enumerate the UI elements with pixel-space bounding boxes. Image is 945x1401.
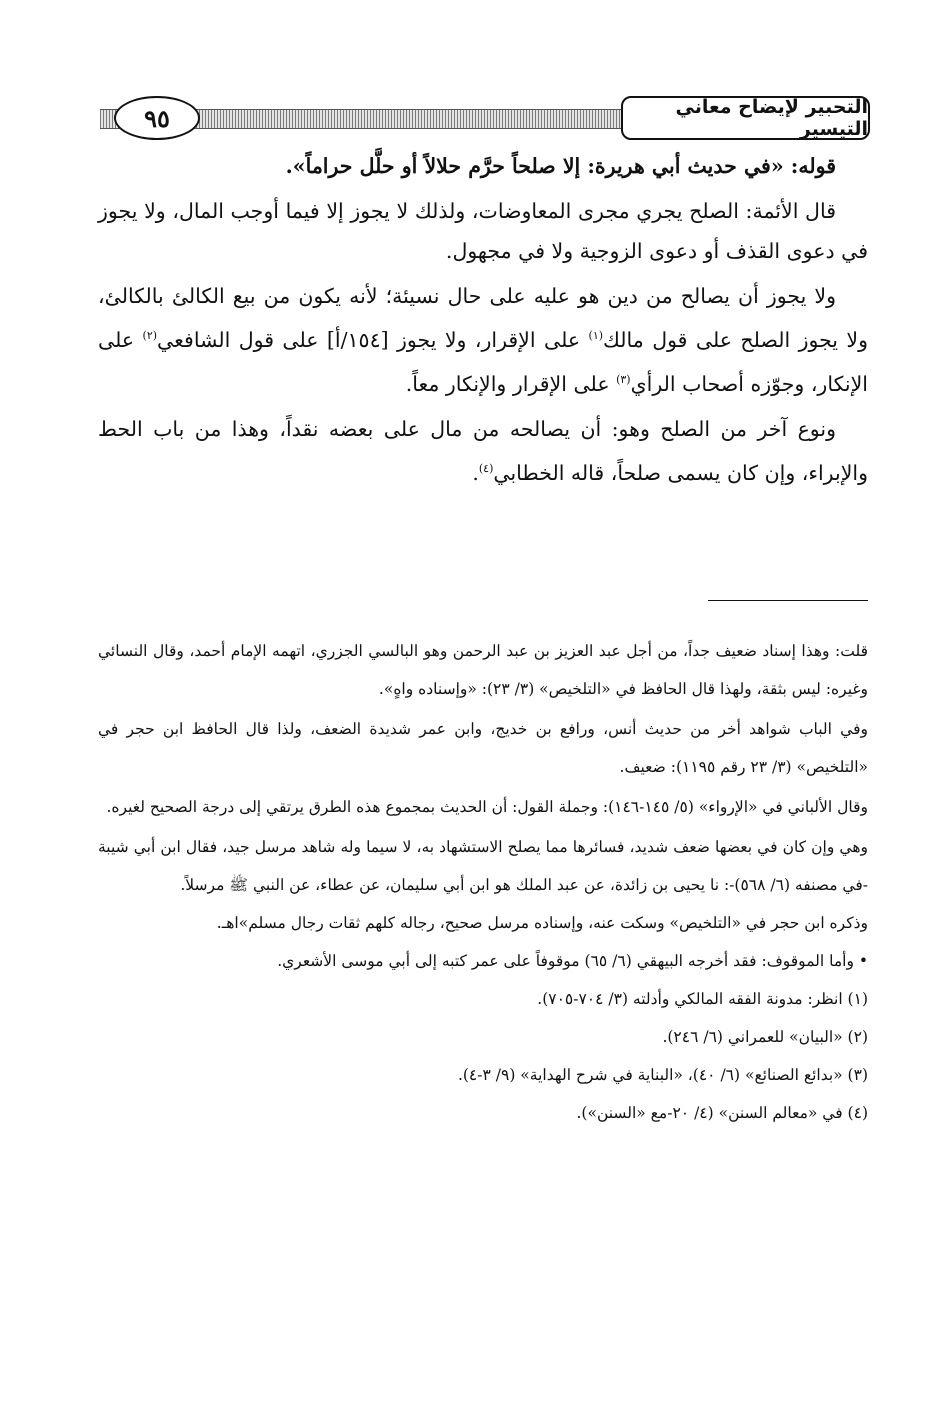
footnotes <box>98 632 868 1132</box>
paragraph-4-text-a: ونوع آخر من الصلح وهو: أن يصالحه من مال على بعضه نقداً، وهذا من باب الحط والإبراء، وإن كان يسمى صلحاً، قاله الخطابي <box>98 416 868 485</box>
book-title: التحبير لإيضاح معاني التيسير <box>621 96 870 140</box>
paragraph-1: قوله: «في حديث أبي هريرة: إلا صلحاً حرَّم حلالاً أو حلَّل حراماً». <box>285 154 836 178</box>
paragraph-3-text-a: ولا يجوز أن يصالح من دين هو عليه على حال نسيئة؛ لأنه يكون من بيع الكالئ بالكالئ، ولا يجوز الصلح على قول مالك <box>98 284 869 352</box>
footnote-continuation-2: وفي الباب شواهد أخر من حديث أنس، ورافع بن خديج، وابن عمر شديدة الضعف، ولذا قال الحافظ ابن حجر في «التلخيص» (٣/ ٢٣ رقم ١١٩٥): ضعيف. <box>98 720 868 776</box>
footnote-4: (٤) في «معالم السنن» (٤/ ٢٠-مع «السنن»). <box>576 1104 868 1122</box>
paragraph-4 <box>98 409 868 493</box>
footnote-3: (٣) «بدائع الصنائع» (٦/ ٤٠)، «البناية في شرح الهداية» (٩/ ٣-٤). <box>457 1066 868 1084</box>
footnote-continuation-5: وذكره ابن حجر في «التلخيص» وسكت عنه، وإسناده مرسل صحيح، رجاله كلهم ثقات رجال مسلم»اهـ. <box>216 914 868 932</box>
page-number: ٩٥ <box>114 96 200 140</box>
paragraph-3 <box>98 276 868 404</box>
footnote-ref-4: (٤) <box>478 461 494 475</box>
footnote-ref-1: (١) <box>588 329 604 342</box>
main-text <box>98 146 868 497</box>
paragraph-3-text-c: على الإنكار، وجوّزه أصحاب الرأي <box>98 327 868 396</box>
paragraph-3-text-d: على الإقرار والإنكار معاً. <box>405 371 617 396</box>
footnote-ref-3: (٣) <box>616 372 631 386</box>
running-header <box>100 96 870 140</box>
footnote-1: (١) انظر: مدونة الفقه المالكي وأدلته (٣/ ٧٠٤-٧٠٥). <box>537 990 868 1008</box>
footnote-continuation-3: وقال الألباني في «الإرواء» (٥/ ١٤٥-١٤٦): وجملة القول: أن الحديث بمجموع هذه الطرق يرتقي إلى درجة الصحيح لغيره. <box>106 798 868 816</box>
footnote-continuation-6: • وأما الموقوف: فقد أخرجه البيهقي (٦/ ٦٥) موقوفاً على عمر كتبه إلى أبي موسى الأشعري. <box>277 952 868 970</box>
paragraph-3-text-b: على الإقرار، ولا يجوز [١٥٤/أ] على قول الشافعي <box>157 327 589 352</box>
paragraph-2: قال الأئمة: الصلح يجري مجرى المعاوضات، ولذلك لا يجوز إلا فيما أوجب المال، ولا يجوز في دعوى القذف أو دعوى الزوجية ولا في مجهول. <box>98 199 868 263</box>
footnote-divider <box>708 600 868 601</box>
footnote-2: (٢) «البيان» للعمراني (٦/ ٢٤٦). <box>662 1028 868 1046</box>
paragraph-4-text-b: . <box>472 460 479 485</box>
footnote-ref-2: (٢) <box>142 329 158 342</box>
footnote-continuation-1: قلت: وهذا إسناد ضعيف جداً، من أجل عبد العزيز بن عبد الرحمن وهو البالسي الجزري، اتهمه الإمام أحمد، وقال النسائي وغيره: ليس بثقة، ولهذا قال الحافظ في «التلخيص» (٣/ ٢٣): «وإسناده واهٍ». <box>98 642 868 698</box>
footnote-continuation-4: وهي وإن كان في بعضها ضعف شديد، فسائرها مما يصلح الاستشهاد به، لا سيما وله شاهد مرسل جيد، فقال ابن أبي شيبة -في مصنفه (٦/ ٥٦٨)-: نا يحيى بن زائدة، عن عبد الملك هو ابن أبي سليمان، عن عطاء، عن النبي ﷺ مرسلاً. <box>98 838 868 894</box>
